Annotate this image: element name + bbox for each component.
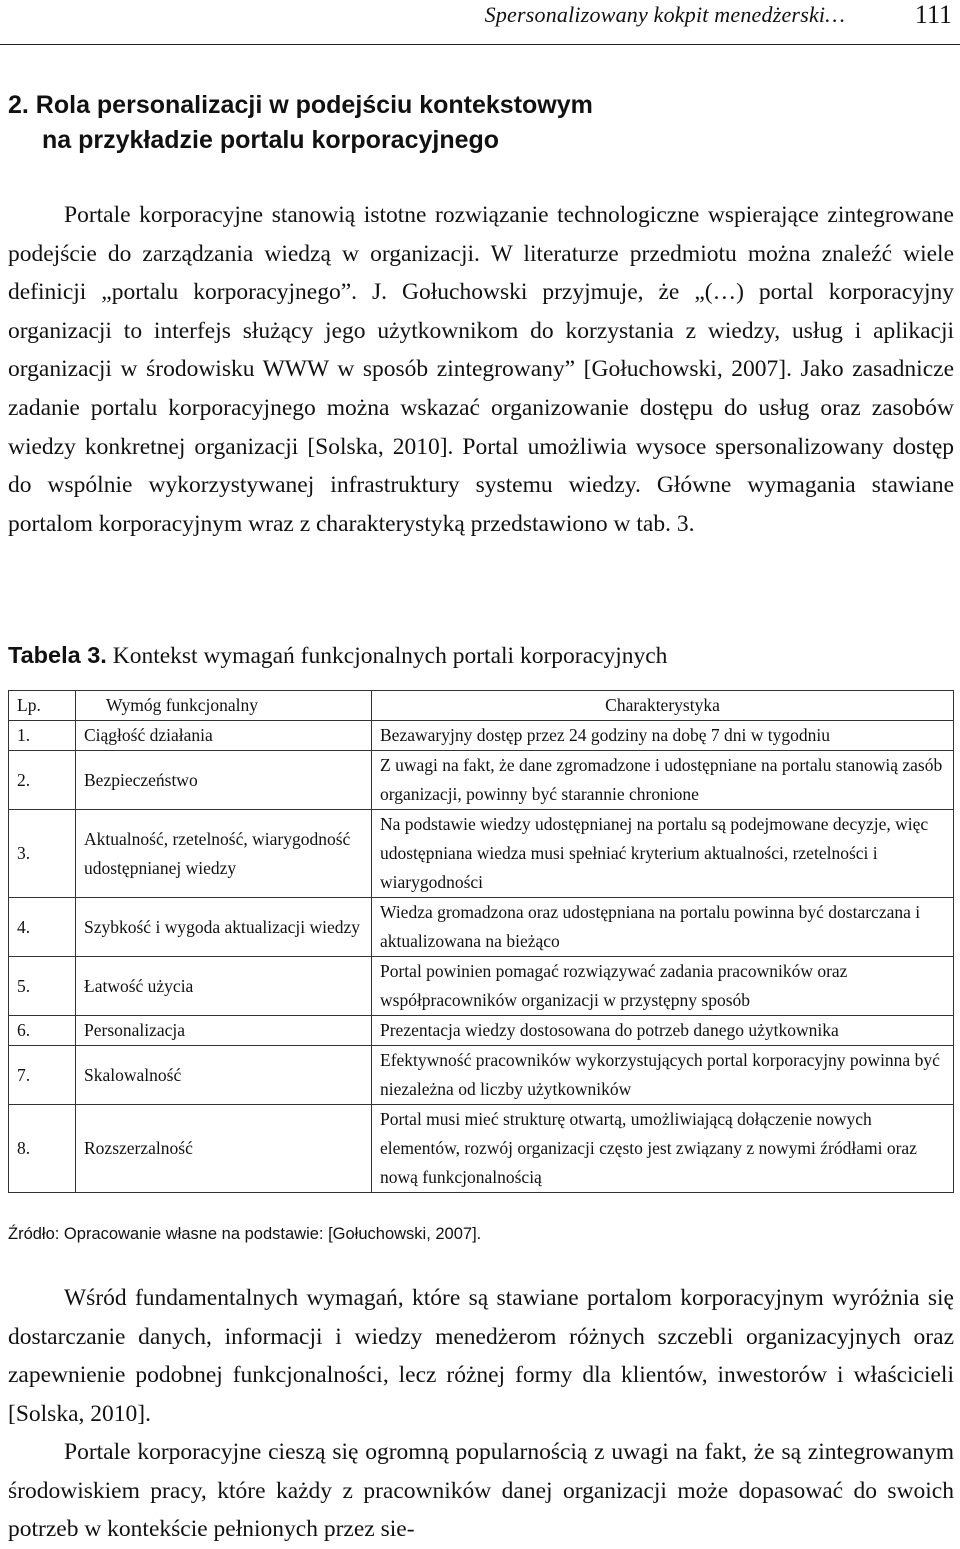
requirements-table <box>8 690 954 1193</box>
row-requirement: Bezpieczeństwo <box>76 751 372 810</box>
row-characteristic: Z uwagi na fakt, że dane zgromadzone i udostępniane na portalu stanowią zasób organizacji, powinny być starannie chronione <box>372 751 954 810</box>
table-row <box>9 721 954 751</box>
page-number: 111 <box>914 0 952 29</box>
section-heading-line-1: 2. Rola personalizacji w podejściu kontekstowym <box>8 91 593 119</box>
row-requirement: Rozszerzalność <box>76 1105 372 1193</box>
table-row <box>9 957 954 1016</box>
row-requirement: Skalowalność <box>76 1046 372 1105</box>
running-header <box>0 0 960 45</box>
row-lp: 6. <box>9 1016 76 1046</box>
row-requirement: Aktualność, rzetelność, wiarygodność udostępnianej wiedzy <box>76 810 372 898</box>
table-row <box>9 898 954 957</box>
table-row <box>9 810 954 898</box>
header-requirement: Wymóg funkcjonalny <box>76 691 372 721</box>
table-caption-label: Tabela 3. <box>8 642 107 668</box>
running-title: Spersonalizowany kokpit menedżerski… <box>484 2 845 27</box>
row-requirement: Szybkość i wygoda aktualizacji wiedzy <box>76 898 372 957</box>
table-header-row <box>9 691 954 721</box>
row-characteristic: Wiedza gromadzona oraz udostępniana na portalu powinna być dostarczana i aktualizowana na bieżąco <box>372 898 954 957</box>
header-characteristic: Charakterystyka <box>372 691 954 721</box>
table-row <box>9 1046 954 1105</box>
row-lp: 4. <box>9 898 76 957</box>
section-heading <box>8 88 938 158</box>
row-characteristic: Portal musi mieć strukturę otwartą, umożliwiającą dołączenie nowych elementów, rozwój organizacji często jest związany z nowymi źródłami oraz nową funkcjonalnością <box>372 1105 954 1193</box>
row-lp: 2. <box>9 751 76 810</box>
row-requirement: Ciągłość działania <box>76 721 372 751</box>
table-source-note: Źródło: Opracowanie własne na podstawie: [Gołuchowski, 2007]. <box>8 1225 482 1243</box>
table-row <box>9 1016 954 1046</box>
row-characteristic: Bezawaryjny dostęp przez 24 godziny na dobę 7 dni w tygodniu <box>372 721 954 751</box>
table-caption-text: Kontekst wymagań funkcjonalnych portali korporacyjnych <box>112 643 668 669</box>
row-requirement: Personalizacja <box>76 1016 372 1046</box>
table-caption <box>8 642 667 670</box>
row-lp: 3. <box>9 810 76 898</box>
body-paragraph-3: Portale korporacyjne cieszą się ogromną popularnością z uwagi na fakt, że są zintegrowanym środowiskiem pracy, które każdy z pracowników danej organizacji może dopasować do swoich potrzeb w kontekście pełnionych przez sie- <box>8 1439 954 1543</box>
row-lp: 5. <box>9 957 76 1016</box>
row-characteristic: Efektywność pracowników wykorzystujących portal korporacyjny powinna być niezależna od liczby użytkowników <box>372 1046 954 1105</box>
body-paragraph-2: Wśród fundamentalnych wymagań, które są stawiane portalom korporacyjnym wyróżnia się dostarczanie danych, informacji i wiedzy menedżerom różnych szczebli organizacyjnych oraz zapewnienie podobnej funkcjonalności, lecz różnej formy dla klientów, inwestorów i właścicieli [Solska, 2010]. <box>8 1285 954 1427</box>
table-row <box>9 1105 954 1193</box>
table-row <box>9 751 954 810</box>
row-lp: 8. <box>9 1105 76 1193</box>
section-heading-line-2: na przykładzie portalu korporacyjnego <box>42 126 500 154</box>
row-characteristic: Portal powinien pomagać rozwiązywać zadania pracowników oraz współpracowników organizacji w przystępny sposób <box>372 957 954 1016</box>
header-lp: Lp. <box>9 691 76 721</box>
row-lp: 7. <box>9 1046 76 1105</box>
row-requirement: Łatwość użycia <box>76 957 372 1016</box>
row-lp: 1. <box>9 721 76 751</box>
row-characteristic: Na podstawie wiedzy udostępnianej na portalu są podejmowane decyzje, więc udostępniana wiedza musi spełniać kryterium aktualności, rzetelności i wiarygodności <box>372 810 954 898</box>
body-paragraph-1: Portale korporacyjne stanowią istotne rozwiązanie technologiczne wspierające zintegrowane podejście do zarządzania wiedzą w organizacji. W literaturze przedmiotu można znaleźć wiele definicji „portalu korporacyjnego”. J. Gołuchowski przyjmuje, że „(…) portal korporacyjny organizacji to interfejs służący jego użytkownikom do korzystania z wiedzy, usług i aplikacji organizacji w środowisku WWW w sposób zintegrowany” [Gołuchowski, 2007]. Jako zasadnicze zadanie portalu korporacyjnego można wskazać organizowanie dostępu do usług oraz zasobów wiedzy konkretnej organizacji [Solska, 2010]. Portal umożliwia wysoce spersonalizowany dostęp do wspólnie wykorzystywanej infrastruktury systemu wiedzy. Główne wymagania stawiane portalom korporacyjnym wraz z charakterystyką przedstawiono w tab. 3. <box>8 202 954 537</box>
row-characteristic: Prezentacja wiedzy dostosowana do potrzeb danego użytkownika <box>372 1016 954 1046</box>
